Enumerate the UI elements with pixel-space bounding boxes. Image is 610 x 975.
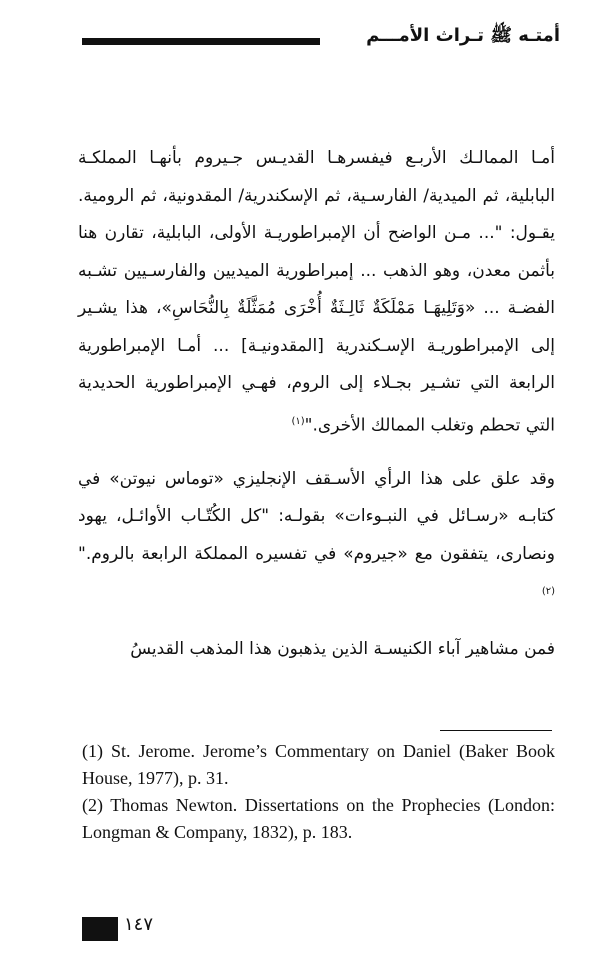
paragraph <box>78 461 555 616</box>
header-bar <box>82 38 320 45</box>
footnote-separator <box>440 730 552 731</box>
paragraph <box>78 631 555 669</box>
paragraph <box>78 140 555 445</box>
footnote-marker: (٢) <box>541 586 555 598</box>
footnote-marker: (١) <box>291 415 305 427</box>
header-title: أمتـه ﷺ تـراث الأمـــم <box>366 25 560 46</box>
footer-box <box>82 917 118 941</box>
paragraph-text: فمن مشاهير آباء الكنيسـة الذين يذهبون هذا المذهب القديسُ <box>130 639 555 660</box>
footnote: (2) Thomas Newton. Dissertations on the Prophecies (London: Longman & Company, 1832), p. 183. <box>82 795 555 842</box>
paragraph-text: وقد علق على هذا الرأي الأسـقف الإنجليزي «توماس نيوتن» في كتابـه «رسـائل في النبـوءات» بقولـه: "كل الكُتّـاب الأوائـل، يهود ونصارى، يتفقون مع «جيروم» في تفسيره المملكة الرابعة بالروم." <box>78 468 555 564</box>
paragraph-text: أمـا الممالـك الأربـع فيفسرهـا القديـس جـيروم بأنهـا المملكـة البابلية، ثم الميدية/ الفارسـية، ثم الإسكندرية/ المقدونية، ثم الرومية. يقـول: "... مـن الواضح أن الإمبراطوريـة الأولى، البابلية، تقارن هنا بأثمن معدن، وهو الذهب ... إمبراطورية الميديين والفارسـيين تشـبه الفضـة ... «وَتَلِيهَـا مَمْلَكَةٌ ثَالِـثَةٌ أُخْرَى مُمَثَّلَةٌ بِالنُّحَاسِ»، هذا يشـير إلى الإمبراطوريـة الإسـكندرية [المقدونيـة] ... أمـا الإمبراطورية الرابعة التي تشـير بجـلاء إلى الروم، فهـي الإمبراطورية الحديدية التي تحطم وتغلب الممالك الأخرى." <box>78 148 555 436</box>
running-header <box>82 24 560 60</box>
footnotes <box>82 738 555 846</box>
footnote: (1) St. Jerome. Jerome’s Commentary on Daniel (Baker Book House, 1977), p. 31. <box>82 741 555 788</box>
page-number: ١٤٧ <box>124 914 154 935</box>
body-text <box>78 140 555 685</box>
